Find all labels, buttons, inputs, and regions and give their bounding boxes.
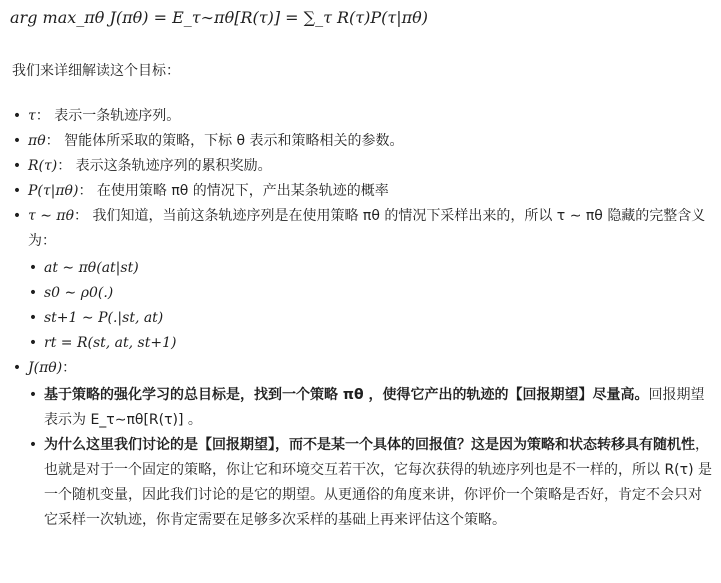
desc-objective: ：: [62, 360, 77, 376]
sublist-item: [28, 281, 712, 306]
list-item-tau: [12, 104, 712, 129]
objective-formula: arg max_πθ J(πθ) = E_τ∼πθ[R(τ)] = ∑_τ R(τ)P(τ|πθ): [10, 8, 429, 27]
sublist-item: [28, 331, 712, 356]
desc-prob: ： 在使用策略 πθ 的情况下，产出某条轨迹的概率: [78, 183, 389, 199]
sublist-item: [28, 306, 712, 331]
term-objective: J(πθ): [28, 360, 63, 376]
term-tau: τ: [28, 108, 36, 124]
bullet-icon: •: [12, 108, 22, 124]
bullet-icon: •: [12, 183, 22, 199]
sublist-item: [28, 383, 712, 433]
sublist-item: [28, 433, 712, 533]
objective-text: 回报期望表示为 E_τ∼πθ[R(τ)] 。: [44, 387, 705, 428]
bullet-icon: •: [28, 437, 38, 453]
sampling-formula: rt = R(st, at, st+1): [44, 335, 177, 351]
objective-sublist: [28, 383, 712, 533]
objective-bold-text: 基于策略的强化学习的总目标是，找到一个策略 πθ ，使得它产出的轨迹的【回报期望】尽量高。: [44, 387, 649, 403]
desc-policy: ： 智能体所采取的策略，下标 θ 表示和策略相关的参数。: [45, 133, 404, 149]
sampling-formula: s0 ∼ ρ0(.): [44, 285, 114, 301]
bullet-icon: •: [28, 387, 38, 403]
bullet-icon: •: [12, 133, 22, 149]
bullet-icon: •: [28, 310, 38, 326]
bullet-icon: •: [28, 260, 38, 276]
term-policy: πθ: [28, 133, 46, 149]
list-item-sampling: [12, 204, 712, 356]
bullet-icon: •: [28, 285, 38, 301]
sampling-formula: st+1 ∼ P(.|st, at): [44, 310, 164, 326]
desc-sampling: ： 我们知道，当前这条轨迹序列是在使用策略 πθ 的情况下采样出来的，所以 τ ∼ πθ 隐藏的完整含义为：: [28, 208, 706, 249]
list-item-objective: [12, 356, 712, 533]
sampling-sublist: [28, 256, 712, 356]
sampling-formula: at ∼ πθ(at|st): [44, 260, 139, 276]
term-sampling: τ ∼ πθ: [28, 208, 75, 224]
intro-text: 我们来详细解读这个目标：: [12, 63, 180, 79]
list-item-reward: [12, 154, 712, 179]
definition-list: [12, 104, 712, 533]
term-reward: R(τ): [28, 158, 58, 174]
expectation-bold-text: 为什么这里我们讨论的是【回报期望】，而不是某一个具体的回报值？这是因为策略和状态转移具有随机性: [44, 437, 695, 453]
list-item-policy: [12, 129, 712, 154]
term-prob: P(τ|πθ): [28, 183, 79, 199]
bullet-icon: •: [12, 158, 22, 174]
bullet-icon: •: [12, 208, 22, 224]
expectation-text: ，也就是对于一个固定的策略，你让它和环境交互若干次，它每次获得的轨迹序列也是不一样的，所以 R(τ) 是一个随机变量，因此我们讨论的是它的期望。从更通俗的角度来讲，你评价一个策略是否好，肯定不会只对它采样一次轨迹，你肯定需要在足够多次采样的基础上再来评估这个策略。: [44, 437, 712, 528]
list-item-prob: [12, 179, 712, 204]
bullet-icon: •: [12, 360, 22, 376]
desc-reward: ： 表示这条轨迹序列的累积奖励。: [57, 158, 272, 174]
bullet-icon: •: [28, 335, 38, 351]
sublist-item: [28, 256, 712, 281]
desc-tau: ： 表示一条轨迹序列。: [35, 108, 181, 124]
